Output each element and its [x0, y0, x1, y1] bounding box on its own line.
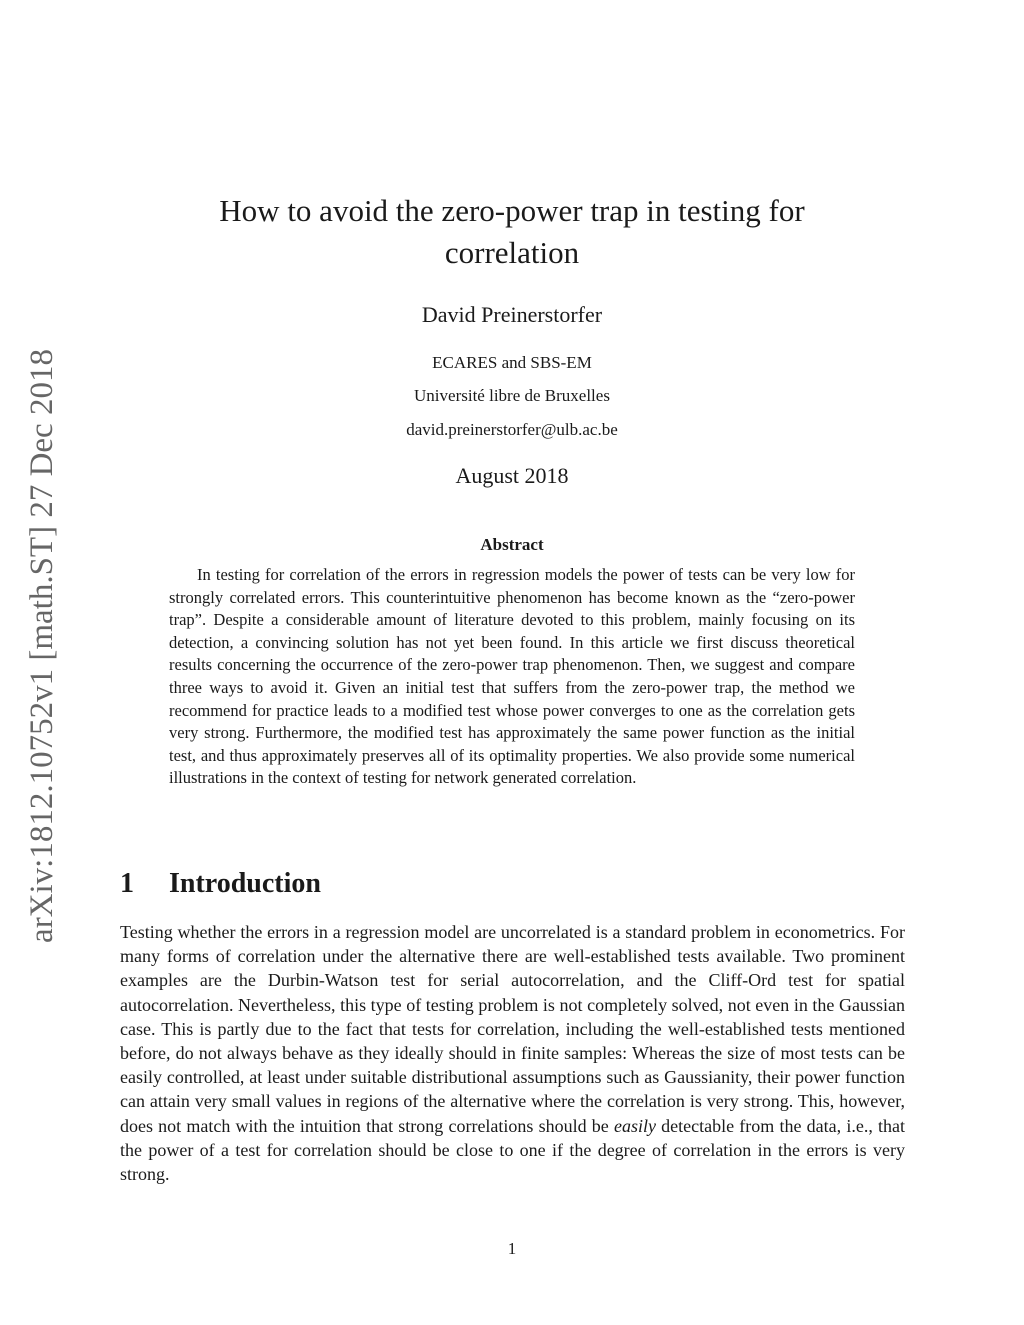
section-number: 1 — [120, 868, 134, 899]
affiliation-line-1: ECARES and SBS-EM — [432, 353, 592, 372]
author-email: david.preinerstorfer@ulb.ac.be — [406, 420, 618, 439]
section-title: Introduction — [169, 868, 321, 899]
arxiv-identifier-stamp: arXiv:1812.10752v1 [math.ST] 27 Dec 2018 — [24, 349, 60, 943]
intro-text-part-2: detectable from the data, i.e., that the power of a test for correlation should be close to one if the degree of correlation in the errors is very strong. — [120, 1115, 905, 1185]
paper-title: How to avoid the zero-power trap in testing for correlation — [219, 193, 805, 270]
paper-date: August 2018 — [455, 463, 569, 488]
intro-text-part-1: Testing whether the errors in a regression model are uncorrelated is a standard problem in econometrics. For many forms of correlation under the alternative there are well-established tests available. Two prominent examples are the Durbin-Watson test for serial autocorrelation, and the Cliff-Ord test for spatial autocorrelation. Nevertheless, this type of testing problem is not completely solved, not even in the Gaussian case. This is partly due to the fact that tests for correlation, including the well-established tests mentioned before, do not always behave as they ideally should in finite samples: Whereas the size of most tests can be easily controlled, at least under suitable distributional assumptions such as Gaussianity, their power function can attain very small values in regions of the alternative where the correlation is very strong. This, however, does not match with the intuition that strong correlations should be — [120, 922, 905, 1136]
abstract-text: In testing for correlation of the errors in regression models the power of tests can be very low for strongly correlated errors. This counterintuitive phenomenon has become known as the “zero-power trap”. Despite a considerable amount of literature devoted to this problem, mainly focusing on its detection, a convincing solution has not yet been found. In this article we first discuss theoretical results concerning the occurrence of the zero-power trap phenomenon. Then, we suggest and compare three ways to avoid it. Given an initial test that suffers from the zero-power trap, the method we recommend for practice leads to a modified test whose power converges to one as the correlation gets very strong. Furthermore, the modified test has approximately the same power function as the initial test, and thus approximately preserves all of its optimality properties. We also provide some numerical illustrations in the context of testing for network generated correlation. — [169, 565, 855, 788]
abstract-heading: Abstract — [480, 535, 544, 554]
introduction-paragraph — [120, 920, 905, 1186]
section-heading — [120, 866, 321, 902]
author-name: David Preinerstorfer — [421, 302, 603, 327]
page-number: 1 — [507, 1239, 517, 1258]
intro-emphasis: easily — [613, 1115, 656, 1136]
affiliation-line-2: Université libre de Bruxelles — [414, 386, 610, 405]
